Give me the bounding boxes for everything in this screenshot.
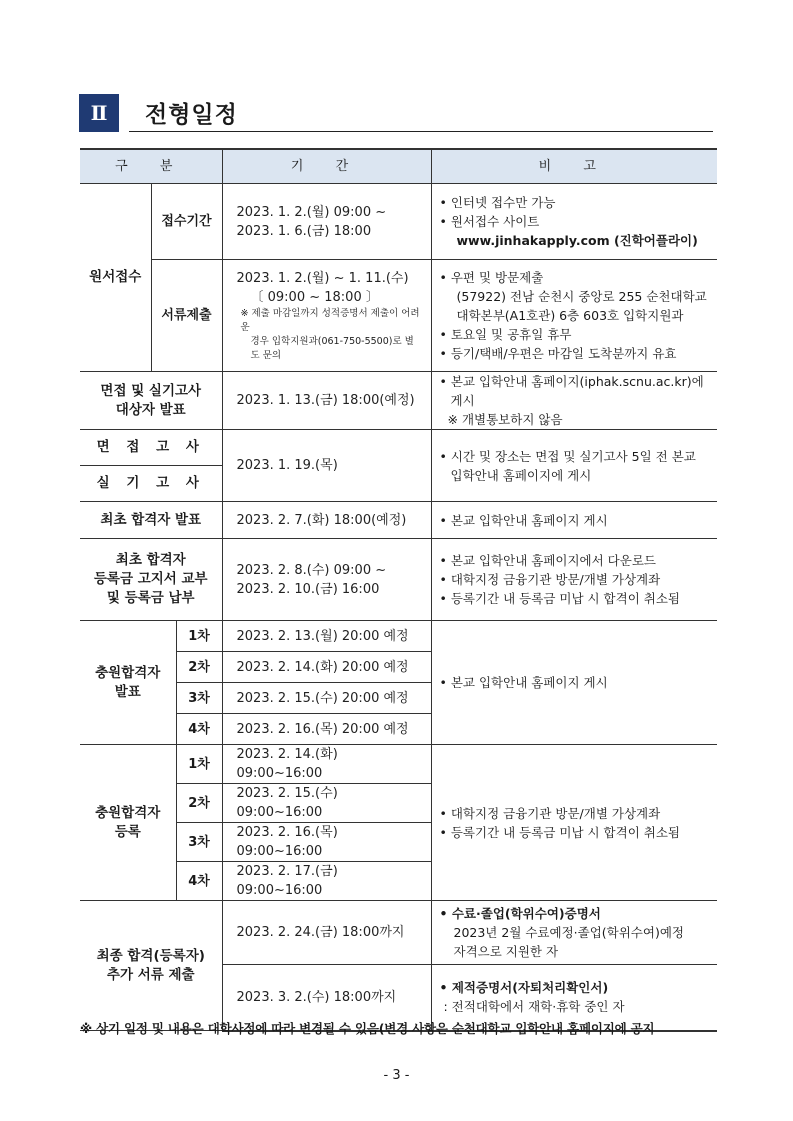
table-row — [80, 621, 717, 652]
additional-registration-notes: • 대학지정 금융기관 방문/개별 가상계좌 • 등록기간 내 등록금 미납 시 합격이 취소됨 — [431, 745, 717, 901]
documents-notes: • 우편 및 방문제출 (57922) 전남 순천시 중앙로 255 순천대학교 대학본부(A1호관) 6층 603호 입학지원과 • 토요일 및 공휴일 휴무 • 등기/택배/우편은 마감일 도착분까지 유효 — [431, 260, 717, 372]
additional-result-note: • 본교 입학안내 홈페이지 게시 — [431, 621, 717, 745]
round-label: 3차 — [176, 823, 222, 862]
round-label: 4차 — [176, 714, 222, 745]
footnote: ※ 상기 일정 및 내용은 대학사정에 따라 변경될 수 있음(변경 사항은 순천대학교 입학안내 홈페이지에 공지 — [80, 1021, 655, 1036]
table-row — [80, 260, 717, 372]
first-result-label: 최초 합격자 발표 — [80, 502, 222, 539]
round-period: 2023. 2. 14.(화) 20:00 예정 — [222, 652, 431, 683]
round-label: 2차 — [176, 652, 222, 683]
table-row — [80, 539, 717, 621]
table-row — [80, 901, 717, 965]
application-site-link[interactable]: www.jinhakapply.com (진학어플라이) — [456, 233, 698, 248]
practical-label: 실 기 고 사 — [80, 466, 222, 502]
schedule-table — [80, 148, 717, 1032]
table-row — [80, 372, 717, 430]
round-label: 1차 — [176, 621, 222, 652]
first-registration-notes: • 본교 입학안내 홈페이지에서 다운로드 • 대학지정 금융기관 방문/개별 가상계좌 • 등록기간 내 등록금 미납 시 합격이 취소됨 — [431, 539, 717, 621]
section-title: 전형일정 — [145, 102, 238, 128]
certificate-notes: • 수료·졸업(학위수여)증명서 2023년 2월 수료예정·졸업(학위수여)예정 자격으로 지원한 자 — [431, 901, 717, 965]
first-registration-label: 최초 합격자 등록금 고지서 교부 및 등록금 납부 — [80, 539, 222, 621]
enrollment-notes: • 제적증명서(자퇴처리확인서) : 전적대학에서 재학·휴학 중인 자 — [431, 965, 717, 1031]
interview-label: 면 접 고 사 — [80, 430, 222, 466]
table-row — [80, 184, 717, 260]
header-notes: 비 고 — [431, 149, 717, 184]
first-result-period: 2023. 2. 7.(화) 18:00(예정) — [222, 502, 431, 539]
table-row — [80, 502, 717, 539]
round-period: 2023. 2. 16.(목) 09:00~16:00 — [222, 823, 431, 862]
table-header-row — [80, 149, 717, 184]
round-label: 3차 — [176, 683, 222, 714]
online-period: 2023. 1. 2.(월) 09:00 ~ 2023. 1. 6.(금) 18:00 — [222, 184, 431, 260]
round-label: 4차 — [176, 862, 222, 901]
round-label: 2차 — [176, 784, 222, 823]
round-period: 2023. 2. 13.(월) 20:00 예정 — [222, 621, 431, 652]
page-number: - 3 - — [383, 1068, 410, 1083]
round-period: 2023. 2. 17.(금) 09:00~16:00 — [222, 862, 431, 901]
certificate-period: 2023. 2. 24.(금) 18:00까지 — [222, 901, 431, 965]
round-period: 2023. 2. 14.(화) 09:00~16:00 — [222, 745, 431, 784]
section-title-underline — [129, 131, 713, 132]
enrollment-period: 2023. 3. 2.(수) 18:00까지 — [222, 965, 431, 1031]
first-registration-period: 2023. 2. 8.(수) 09:00 ~ 2023. 2. 10.(금) 16:00 — [222, 539, 431, 621]
final-docs-label: 최종 합격(등록자) 추가 서류 제출 — [80, 901, 222, 1031]
additional-result-label: 충원합격자 발표 — [80, 621, 176, 745]
first-result-note: • 본교 입학안내 홈페이지 게시 — [431, 502, 717, 539]
header-category: 구 분 — [80, 149, 222, 184]
section-number-badge: Ⅱ — [79, 94, 119, 132]
round-period: 2023. 2. 16.(목) 20:00 예정 — [222, 714, 431, 745]
documents-period: 2023. 1. 2.(월) ~ 1. 11.(수) 〔 09:00 ~ 18:00 〕 ※ 제출 마감일까지 성적증명서 제출이 어려운 경우 입학지원과(061-750-5500)로 별도 문의 — [222, 260, 431, 372]
round-period: 2023. 2. 15.(수) 09:00~16:00 — [222, 784, 431, 823]
header-period: 기 간 — [222, 149, 431, 184]
round-period: 2023. 2. 15.(수) 20:00 예정 — [222, 683, 431, 714]
interview-notice-period: 2023. 1. 13.(금) 18:00(예정) — [222, 372, 431, 430]
additional-registration-label: 충원합격자 등록 — [80, 745, 176, 901]
documents-label: 서류제출 — [151, 260, 222, 372]
online-label: 접수기간 — [151, 184, 222, 260]
interview-notice-label: 면접 및 실기고사 대상자 발표 — [80, 372, 222, 430]
table-row — [80, 430, 717, 466]
round-label: 1차 — [176, 745, 222, 784]
exam-period: 2023. 1. 19.(목) — [222, 430, 431, 502]
table-row — [80, 745, 717, 784]
application-category: 원서접수 — [80, 184, 151, 372]
exam-notes: • 시간 및 장소는 면접 및 실기고사 5일 전 본교 입학안내 홈페이지에 게시 — [431, 430, 717, 502]
interview-notice-notes: • 본교 입학안내 홈페이지(iphak.scnu.ac.kr)에 게시 ※ 개별통보하지 않음 — [431, 372, 717, 430]
online-notes: • 인터넷 접수만 가능 • 원서접수 사이트 www.jinhakapply.com (진학어플라이) — [431, 184, 717, 260]
section-header — [79, 94, 713, 134]
